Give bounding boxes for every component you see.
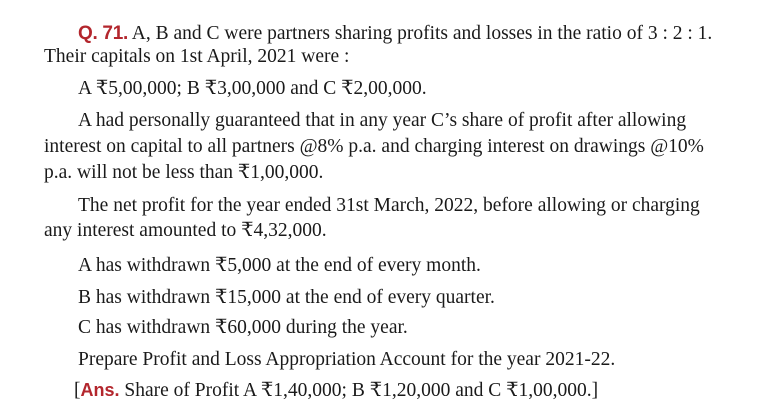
question-line-9: A has withdrawn ₹5,000 at the end of every month. (78, 255, 481, 276)
question-line-1-text: A, B and C were partners sharing profits and losses in the ratio of 3 : 2 : 1. (127, 23, 713, 44)
question-line-6: p.a. will not be less than ₹1,00,000. (44, 162, 324, 183)
question-line-8: any interest amounted to ₹4,32,000. (44, 220, 327, 241)
answer-label: Ans. (80, 380, 120, 400)
question-line-12: Prepare Profit and Loss Appropriation Account for the year 2021-22. (78, 349, 616, 370)
question-line-4: A had personally guaranteed that in any year C’s share of profit after allowing (78, 110, 687, 131)
question-line-3: A ₹5,00,000; B ₹3,00,000 and C ₹2,00,000. (78, 78, 427, 99)
answer-line (74, 378, 598, 403)
question-line-2: Their capitals on 1st April, 2021 were : (44, 46, 350, 67)
question-line-7: The net profit for the year ended 31st March, 2022, before allowing or charging (78, 195, 700, 216)
question-line-1 (78, 22, 712, 46)
answer-text: Share of Profit A ₹1,40,000; B ₹1,20,000 and C ₹1,00,000.] (119, 380, 599, 401)
question-line-11: C has withdrawn ₹60,000 during the year. (78, 317, 408, 338)
question-line-5: interest on capital to all partners @8% p.a. and charging interest on drawings @10% (44, 136, 704, 157)
answer-open-bracket: [ (74, 380, 81, 401)
question-number: Q. 71. (78, 23, 128, 44)
question-line-10: B has withdrawn ₹15,000 at the end of every quarter. (78, 287, 495, 308)
